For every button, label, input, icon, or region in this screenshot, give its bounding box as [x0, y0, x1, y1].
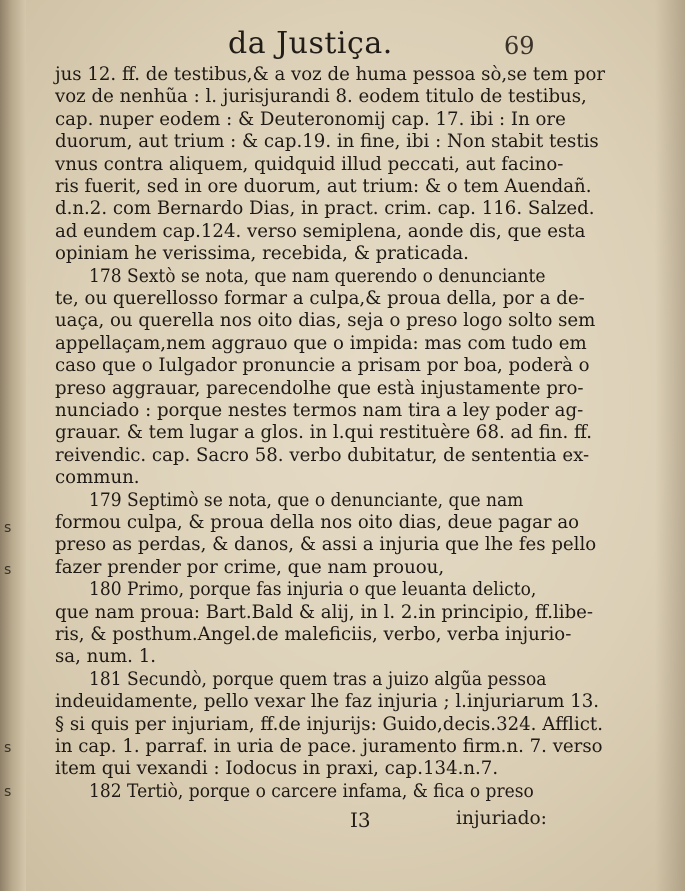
text-line: ad eundem cap.124. verso semiplena, aonde dis, que esta — [55, 220, 586, 242]
gutter-mark: s — [4, 562, 12, 578]
text-line: uaça, ou querella nos oito dias, seja o preso logo solto sem — [55, 310, 596, 332]
text-line: d.n.2. com Bernardo Dias, in pract. crim. cap. 116. Salzed. — [55, 198, 595, 220]
text-line: duorum, aut trium : & cap.19. in fine, ibi : Non stabit testis — [55, 131, 599, 153]
gutter-mark: s — [4, 520, 12, 536]
text-line: § si quis per injuriam, ff.de injurijs: Guido,decis.324. Afflict. — [55, 713, 603, 735]
signature-mark: I3 — [350, 808, 371, 832]
page-footer — [0, 808, 685, 838]
running-title: da Justiça. — [228, 26, 393, 61]
text-line: 179 Septimò se nota, que o denunciante, que nam — [89, 489, 524, 511]
binding-gutter — [0, 0, 26, 891]
page-number: 69 — [504, 32, 535, 60]
gutter-mark: s — [4, 740, 12, 756]
text-line: commun. — [55, 467, 140, 489]
text-line: nunciado : porque nestes termos nam tira a ley poder ag- — [55, 400, 584, 421]
text-line: te, ou querellosso formar a culpa,& proua della, por a de- — [55, 288, 585, 309]
text-line: grauar. & tem lugar a glos. in l.qui restituère 68. ad fin. ff. — [55, 422, 592, 444]
text-line: preso as perdas, & danos, & assi a injuria que lhe fes pello — [55, 534, 597, 556]
text-line: reivendic. cap. Sacro 58. verbo dubitatur, de sententia ex- — [55, 444, 590, 466]
text-line: item qui vexandi : Iodocus in praxi, cap.134.n.7. — [55, 758, 499, 780]
text-line: sa, num. 1. — [55, 646, 157, 668]
text-line: que nam proua: Bart.Bald & alij, in l. 2.in principio, ff.libe- — [55, 601, 594, 623]
text-line: indeuidamente, pello vexar lhe faz injuria ; l.injuriarum 13. — [55, 691, 600, 713]
text-line: 180 Primo, porque fas injuria o que leuanta delicto, — [89, 579, 537, 601]
text-line: ris fuerit, sed in ore duorum, aut trium: & o tem Auendañ. — [55, 176, 592, 197]
text-line: preso aggrauar, parecendolhe que està injustamente pro- — [55, 377, 584, 399]
text-line: ris, & posthum.Angel.de maleficiis, verbo, verba injurio- — [55, 624, 572, 645]
text-line: appellaçam,nem aggrauo que o impida: mas com tudo em — [55, 332, 587, 354]
text-line: caso que o Iulgador pronuncie a prisam por boa, poderà o — [55, 355, 590, 377]
text-line: jus 12. ff. de testibus,& a voz de huma pessoa sò,se tem por — [55, 64, 606, 85]
text-line: fazer prender por crime, que nam prouou, — [55, 556, 445, 578]
running-header — [60, 22, 650, 66]
text-line: cap. nuper eodem : & Deuteronomij cap. 17. ibi : In ore — [55, 108, 566, 130]
text-line: voz de nenhũa : l. jurisjurandi 8. eodem titulo de testibus, — [55, 86, 587, 108]
text-line: vnus contra aliquem, quidquid illud peccati, aut facino- — [55, 153, 564, 175]
text-line: formou culpa, & proua della nos oito dias, deue pagar ao — [55, 512, 580, 533]
text-line: 178 Sextò se nota, que nam querendo o denunciante — [89, 265, 546, 287]
text-line: in cap. 1. parraf. in uria de pace. juramento firm.n. 7. verso — [55, 736, 603, 757]
text-line: 182 Tertiò, porque o carcere infama, & fica o preso — [89, 780, 534, 802]
gutter-mark: s — [4, 784, 12, 800]
catchword: injuriado: — [456, 808, 547, 829]
page-edge-shadow — [655, 0, 685, 891]
text-line: opiniam he verissima, recebida, & praticada. — [55, 243, 469, 265]
text-line: 181 Secundò, porque quem tras a juizo algũa pessoa — [89, 668, 547, 690]
